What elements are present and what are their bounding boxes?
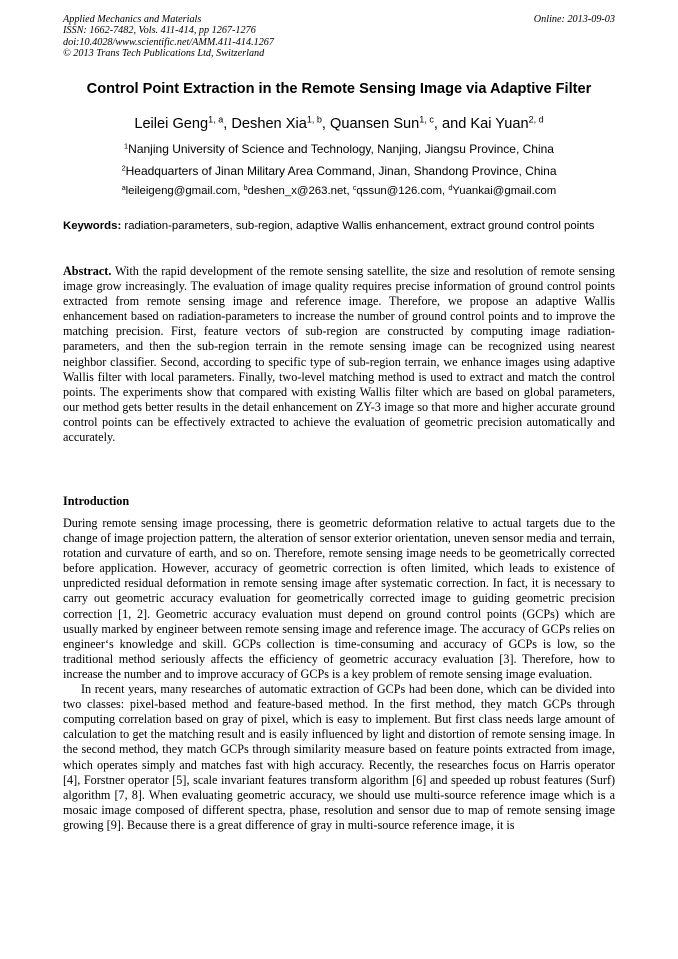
author-separator: , bbox=[321, 116, 331, 132]
doi-line: doi:10.4028/www.scientific.net/AMM.411-414.1267 bbox=[63, 36, 274, 48]
email-address: leileigeng@gmail.com bbox=[125, 185, 238, 197]
affiliation-text: Headquarters of Jinan Military Area Command, Jinan, Shandong Province, China bbox=[125, 164, 557, 178]
email-list bbox=[0, 184, 678, 198]
affiliation-1 bbox=[0, 142, 678, 156]
email-address: deshen_x@263.net bbox=[247, 185, 347, 197]
affiliation-mark: 2 bbox=[121, 163, 126, 173]
introduction-paragraph: During remote sensing image processing, there is geometric deformation relative to actual targets due to the change of image projection pattern, the alteration of sensor exterior orientation, uneven sensor media and terrain, rotation and curvature of earth, and so on. Therefore, remote sensing image needs to be geometrically corrected before application. However, accuracy of geometric correction is often limited, which leads to existence of unpredicted residual deformation in remote sensing image after systematic correction. In fact, it is necessary to carry out geometric accuracy evaluation for geometrically corrected image to guiding geometric precision correction [1, 2]. Geometric accuracy evaluation must depend on ground control points (GCPs) which are usually marked by engineer between remote sensing image and reference image. The accuracy of GCPs relies on engineer‘s knowledge and skill. GCPs collection is time-consuming and accuracy of GCPs is low, so the traditional method seriously affects the efficiency of geometric accuracy evaluation [3]. Therefore, how to increase the number and to improve accuracy of GCPs is a key problem of remote sensing image evaluation. bbox=[63, 516, 615, 681]
email-separator: , bbox=[237, 185, 244, 197]
author-name: Leilei Geng bbox=[134, 116, 209, 132]
affiliation-text: Nanjing University of Science and Technology, Nanjing, Jiangsu Province, China bbox=[128, 142, 554, 156]
online-date: Online: 2013-09-03 bbox=[533, 14, 615, 25]
abstract-text: With the rapid development of the remote sensing satellite, the size and resolution of remote sensing image grow increasingly. The evaluation of image quality requires precise information of ground control points extracted from remote sensing image and reference image. Therefore, we propose an adaptive Wallis enhancement based on radiation-parameters to increase the number of ground control points and to improve the matching precision. First, feature vectors of sub-region are constructed by computing image radiation-parameters, and then the sub-region terrain in the remote sensing image can be recognized using nearest neighbor classifier. Second, according to specific type of sub-region terrain, we enhance images using adaptive Wallis filter with local parameters. Finally, two-level matching method is used to extract and match the control points. The experiments show that compared with existing Wallis filter which are based on global parameters, our method gets better results in the detail enhancement on ZY-3 image so that more and higher accurate ground control points can be effectively extracted to achieve the evaluation of geometric precision automatically and accurately. bbox=[63, 264, 615, 445]
email-mark: c bbox=[352, 184, 357, 192]
email-separator: , bbox=[442, 185, 449, 197]
email-address: qssun@126.com bbox=[356, 185, 442, 197]
keywords-label: Keywords: bbox=[63, 220, 122, 232]
keywords-text: radiation-parameters, sub-region, adaptive Wallis enhancement, extract ground control points bbox=[124, 220, 595, 232]
journal-name: Applied Mechanics and Materials bbox=[63, 14, 202, 25]
affiliation-mark: 1 bbox=[124, 141, 129, 151]
abstract-label: Abstract. bbox=[63, 264, 112, 278]
journal-header bbox=[63, 14, 274, 60]
author-affil-mark: 2, d bbox=[528, 114, 544, 125]
email-address: Yuankai@gmail.com bbox=[452, 185, 557, 197]
email-mark: b bbox=[243, 184, 248, 192]
affiliation-2 bbox=[0, 164, 678, 178]
author-separator: , bbox=[223, 116, 232, 132]
copyright-line: © 2013 Trans Tech Publications Ltd, Switzerland bbox=[63, 48, 265, 60]
author-separator: , and bbox=[433, 116, 471, 132]
introduction-paragraph: In recent years, many researches of automatic extraction of GCPs had been done, which can be divided into two classes: pixel-based method and feature-based method. In the first method, they match GCPs through computing correlation based on gray of pixel, which is easy to implement. But first class needs large amount of calculation to get the matching result and is easily influenced by light and distortion of remote sensing image. In the second method, they match GCPs through similarity measure based on feature points extracted from image, which operates simply and matches fast with high accuracy. Recently, the researches focus on Harris operator [4], Forstner operator [5], scale invariant features transform algorithm [6] and speeded up robust features (Surf) algorithm [7, 8]. When evaluating geometric accuracy, we should use multi-source reference image which is a mosaic image composed of different spectra, phase, resolution and sensor due to map of remote sensing image growing [9]. Because there is a great difference of gray in multi-source reference image, it is bbox=[63, 682, 615, 832]
introduction-body bbox=[63, 516, 615, 833]
issn-line: ISSN: 1662-7482, Vols. 411-414, pp 1267-1276 bbox=[63, 25, 256, 37]
keywords-block bbox=[63, 219, 615, 234]
introduction-heading: Introduction bbox=[63, 494, 130, 508]
paper-title: Control Point Extraction in the Remote Sensing Image via Adaptive Filter bbox=[86, 81, 592, 97]
email-mark: d bbox=[448, 184, 453, 192]
email-separator: , bbox=[346, 185, 353, 197]
abstract-block bbox=[63, 264, 615, 445]
author-name: Kai Yuan bbox=[470, 116, 529, 132]
author-affil-mark: 1, c bbox=[419, 114, 434, 125]
author-affil-mark: 1, a bbox=[208, 114, 224, 125]
author-affil-mark: 1, b bbox=[306, 114, 322, 125]
email-mark: a bbox=[121, 184, 126, 192]
author-name: Deshen Xia bbox=[231, 116, 307, 132]
author-list bbox=[0, 115, 678, 133]
author-name: Quansen Sun bbox=[330, 116, 420, 132]
